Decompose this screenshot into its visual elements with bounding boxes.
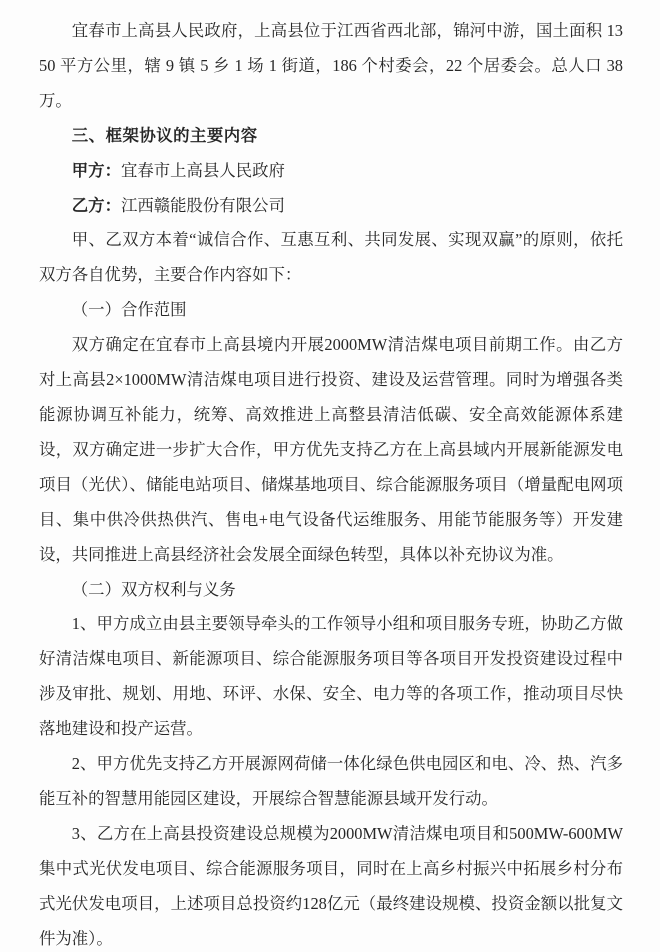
- party-b-value: 江西赣能股份有限公司: [120, 195, 285, 215]
- subsection-heading-cooperation-scope: （一）合作范围: [71, 300, 187, 320]
- paragraph-item-1-party-a-support: 1、甲方成立由县主要领导牵头的工作领导小组和项目服务专班，协助乙方做好清洁煤电项目、新能源项目、综合能源服务项目等各项目开发投资建设过程中涉及审批、规划、用地、环评、水保、安全、电力等的各项工作，推动项目尽快落地建设和投产运营。: [39, 614, 623, 739]
- paragraph-item-2-smart-energy-park: 2、甲方优先支持乙方开展源网荷储一体化绿色供电园区和电、冷、热、汽多能互补的智慧用能园区建设，开展综合智慧能源县域开发行动。: [39, 754, 623, 808]
- party-b-line: [39, 189, 623, 224]
- subsection-heading-rights-obligations: （二）双方权利与义务: [71, 579, 236, 599]
- paragraph-cooperation-principles: 甲、乙双方本着“诚信合作、互惠互利、共同发展、实现双赢”的原则，依托双方各自优势，主要合作内容如下：: [39, 230, 623, 285]
- section-heading-framework-agreement-content: 三、框架协议的主要内容: [71, 126, 258, 145]
- paragraph-item-3-investment-scale: 3、乙方在上高县投资建设总规模为2000MW清洁煤电项目和500MW-600MW集中式光伏发电项目、综合能源服务项目，同时在上高乡村振兴中拓展乡村分布式光伏发电项目，上述项目总投资约128亿元（最终建设规模、投资金额以批复文件为准）。: [39, 823, 623, 948]
- party-a-line: [39, 154, 623, 189]
- party-b-label: 乙方：: [71, 196, 121, 215]
- paragraph-cooperation-scope: 双方确定在宜春市上高县境内开展2000MW清洁煤电项目前期工作。由乙方对上高县2×1000MW清洁煤电项目进行投资、建设及运营管理。同时为增强各类能源协调互补能力，统筹、高效推进上高整县清洁低碳、安全高效能源体系建设，双方确定进一步扩大合作，甲方优先支持乙方在上高县域内开展新能源发电项目（光伏）、储能电站项目、储煤基地项目、综合能源服务项目（增量配电网项目、集中供冷供热供汽、售电+电气设备代运维服务、用能节能服务等）开发建设，共同推进上高县经济社会发展全面绿色转型，具体以补充协议为准。: [39, 335, 623, 564]
- party-a-value: 宜春市上高县人民政府: [120, 160, 285, 180]
- paragraph-county-intro: 宜春市上高县人民政府，上高县位于江西省西北部，锦河中游，国土面积 1350 平方公里，辖 9 镇 5 乡 1 场 1 街道，186 个村委会，22 个居委会。总人口 38 万。: [39, 21, 623, 110]
- party-a-label: 甲方：: [71, 161, 121, 180]
